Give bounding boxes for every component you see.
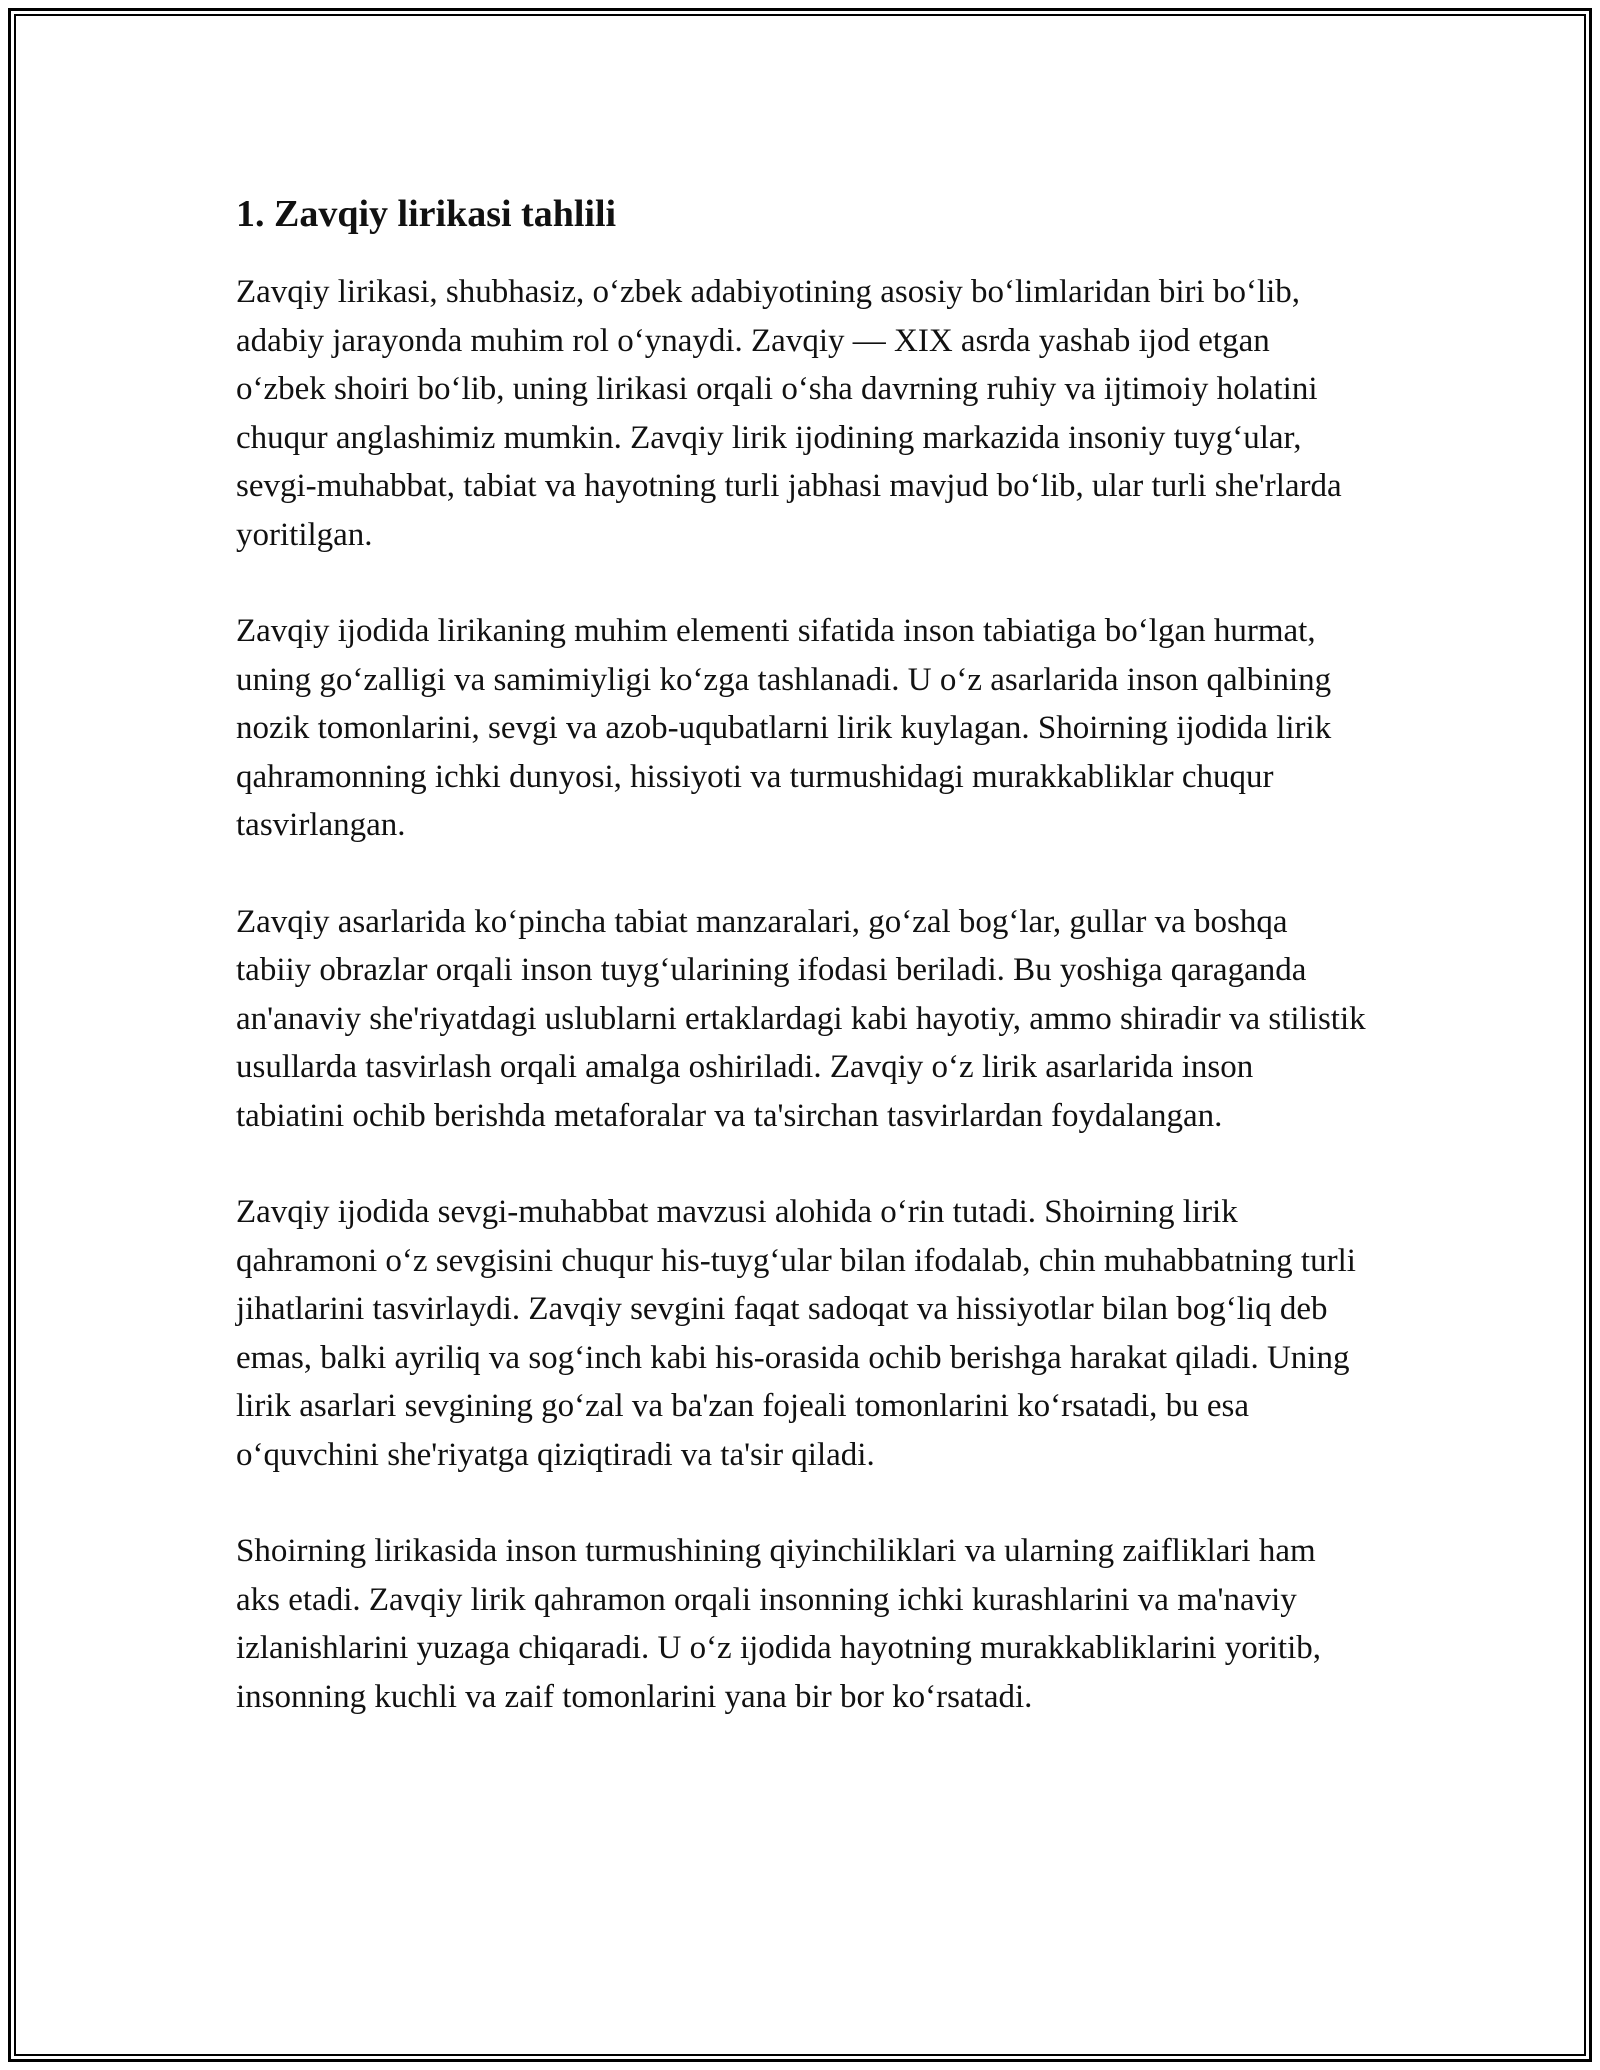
paragraph-1: Zavqiy lirikasi, shubhasiz, o‘zbek adabiyotining asosiy bo‘limlaridan biri bo‘lib, adabiy jarayonda muhim rol o‘ynaydi. Zavqiy — XIX asrda yashab ijod etgan o‘zbek shoiri bo‘lib, uning lirikasi orqali o‘sha davrning ruhiy va ijtimoiy holatini chuqur anglashimiz mumkin. Zavqiy lirik ijodining markazida insoniy tuyg‘ular, sevgi-muhabbat, tabiat va hayotning turli jabhasi mavjud bo‘lib, ular turli she'rlarda yoritilgan. bbox=[236, 274, 1342, 553]
paragraph-4: Zavqiy ijodida sevgi-muhabbat mavzusi alohida o‘rin tutadi. Shoirning lirik qahramoni o‘z sevgisini chuqur his-tuyg‘ular bilan ifodalab, chin muhabbatning turli jihatlarini tasvirlaydi. Zavqiy sevgini faqat sadoqat va hissiyotlar bilan bog‘liq deb emas, balki ayriliq va sog‘inch kabi his-orasida ochib berishga harakat qiladi. Uning lirik asarlari sevgining go‘zal va ba'zan fojeali tomonlarini ko‘rsatadi, bu esa o‘quvchini she'riyatga qiziqtiradi va ta'sir qiladi. bbox=[236, 1194, 1356, 1473]
section-title: 1. Zavqiy lirikasi tahlili bbox=[236, 193, 617, 235]
paragraph-3: Zavqiy asarlarida ko‘pincha tabiat manzaralari, go‘zal bog‘lar, gullar va boshqa tabiiy obrazlar orqali inson tuyg‘ularining ifodasi beriladi. Bu yoshiga qaraganda an'anaviy she'riyatdagi uslublarni ertaklardagi kabi hayotiy, ammo shiradir va stilistik usullarda tasvirlash orqali amalga oshiriladi. Zavqiy o‘z lirik asarlarida inson tabiatini ochib berishda metaforalar va ta'sirchan tasvirlardan foydalangan. bbox=[236, 903, 1366, 1134]
document-body bbox=[236, 188, 1366, 1769]
paragraph-2: Zavqiy ijodida lirikaning muhim elementi sifatida inson tabiatiga bo‘lgan hurmat, uning go‘zalligi va samimiyligi ko‘zga tashlanadi. U o‘z asarlarida inson qalbining nozik tomonlarini, sevgi va azob-uqubatlarni lirik kuylagan. Shoirning ijodida lirik qahramonning ichki dunyosi, hissiyoti va turmushidagi murakkabliklar chuqur tasvirlangan. bbox=[236, 613, 1332, 843]
paragraph-5: Shoirning lirikasida inson turmushining qiyinchiliklari va ularning zaifliklari ham aks etadi. Zavqiy lirik qahramon orqali insonning ichki kurashlarini va ma'naviy izlanishlarini yuzaga chiqaradi. U o‘z ijodida hayotning murakkabliklarini yoritib, insonning kuchli va zaif tomonlarini yana bir bor ko‘rsatadi. bbox=[236, 1533, 1322, 1715]
